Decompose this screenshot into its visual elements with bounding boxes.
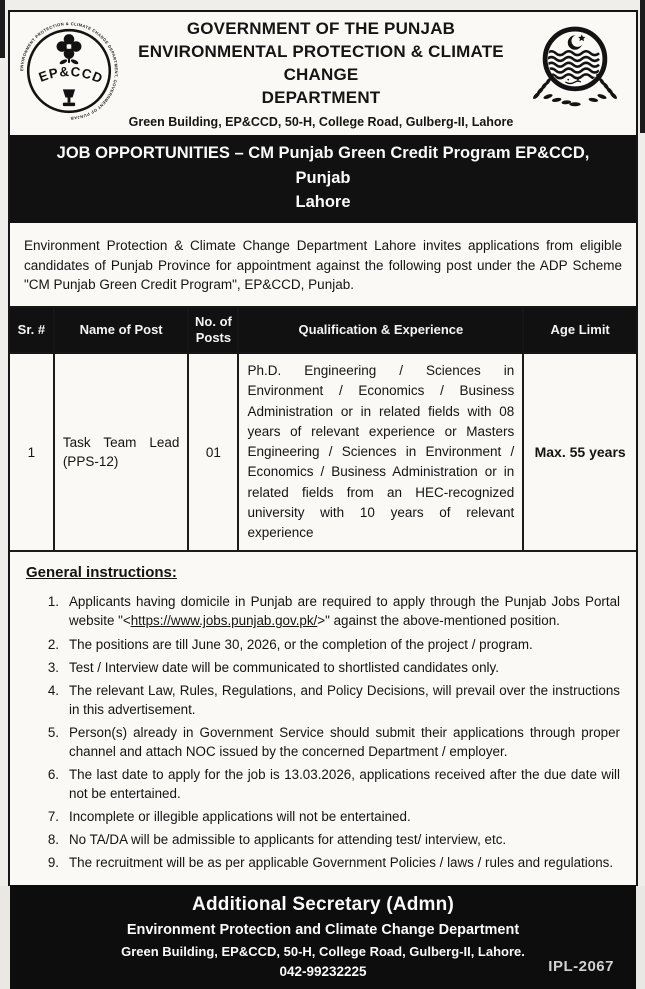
instruction-item-7: 7. Incomplete or illegible applications will not be entertained. [47, 808, 411, 824]
col-header-sr: Sr. # [10, 307, 54, 354]
instruction-item-1: 1. Applicants having domicile in Punjab are required to apply through the Punjab Jobs Portal website "<https://www.jobs.punjab.gov.pk/>" against the above-mentioned position. [47, 594, 620, 629]
job-advertisement [8, 10, 638, 979]
header-titles [124, 18, 518, 129]
cell-qualification: Ph.D. Engineering / Sciences in Environment / Economics / Business Administration or in related fields with 08 years of relevant experience or Masters Engineering / Sciences in Environment / Economics / Business Administration or in related fields from an HEC-recognized university with 10 years of relevant experience [238, 353, 523, 551]
cell-age-limit: Max. 55 years [523, 353, 636, 551]
dept-title-line2: DEPARTMENT [261, 87, 381, 107]
instruction-item-3: 3. Test / Interview date will be communicated to shortlisted candidates only. [47, 659, 499, 675]
footer [10, 885, 636, 989]
cell-sr: 1 [10, 353, 54, 551]
svg-text:ENVIRONMENT PROTECTION & CLIMA: ENVIRONMENT PROTECTION & CLIMATE CHANGE DEPARTMENT, GOVERNMENT OF PUNJAB [19, 20, 119, 121]
cell-num-posts: 01 [188, 353, 238, 551]
punjab-government-crest-icon [522, 20, 628, 127]
header-address: Green Building, EP&CCD, 50-H, College Road, Gulberg-II, Lahore [128, 114, 514, 129]
general-instructions-section [10, 552, 636, 881]
epccd-seal-icon [18, 20, 120, 127]
footer-department: Environment Protection and Climate Change Department [126, 921, 520, 938]
instruction-item-9: 9. The recruitment will be as per applicable Government Policies / laws / rules and regulations. [47, 854, 614, 870]
intro-paragraph: Environment Protection & Climate Change Department Lahore invites applications from eligible candidates of Punjab Province for appointment against the following post under the ADP Scheme "CM Punjab Green Credit Program", EP&CCD, Punjab. [24, 238, 622, 293]
posts-table [10, 306, 636, 553]
instruction-item-5: 5. Person(s) already in Government Service should submit their applications through proper channel and attach NOC issued by the concerned Department / employer. [47, 724, 620, 759]
banner-line-1: JOB OPPORTUNITIES – CM Punjab Green Credit Program EP&CCD, Punjab [56, 143, 590, 187]
instruction-item-6: 6. The last date to apply for the job is 13.03.2026, applications received after the due date will not be entertained. [47, 766, 620, 801]
table-row [10, 353, 636, 551]
dept-title-line1: ENVIRONMENTAL PROTECTION & CLIMATE CHANGE [138, 41, 504, 84]
cell-post-name: Task Team Lead (PPS-12) [54, 353, 189, 551]
scan-edge-artifact-right [640, 0, 645, 133]
col-header-post: Name of Post [54, 307, 189, 354]
scan-edge-artifact-left [0, 0, 5, 58]
col-header-num-posts: No. of Posts [188, 307, 238, 354]
instruction-item-2: 2. The positions are till June 30, 2026, or the completion of the project / program. [47, 636, 533, 652]
general-instructions-heading: General instructions: [26, 564, 177, 582]
footer-address: Green Building, EP&CCD, 50-H, College Road, Gulberg-II, Lahore. [121, 943, 525, 959]
signatory: Additional Secretary (Admn) [192, 893, 454, 915]
svg-text:EP&CCD: EP&CCD [36, 63, 106, 87]
col-header-qualification: Qualification & Experience [238, 307, 523, 354]
instructions-list [26, 592, 620, 871]
header [10, 12, 636, 131]
gov-title: GOVERNMENT OF THE PUNJAB [186, 19, 456, 38]
table-header-row [10, 307, 636, 354]
jobs-portal-url[interactable]: https://www.jobs.punjab.gov.pk/ [130, 613, 318, 629]
col-header-age-limit: Age Limit [523, 307, 636, 354]
instruction-item-8: 8. No TA/DA will be admissible to applicants for attending test/ interview, etc. [47, 831, 507, 847]
instruction-item-4: 4. The relevant Law, Rules, Regulations, and Policy Decisions, will prevail over the instructions in this advertisement. [47, 682, 620, 717]
ad-reference-number: IPL-2067 [548, 957, 614, 975]
banner-line-2: Lahore [295, 193, 351, 212]
footer-phone: 042-99232225 [279, 963, 367, 979]
job-opportunities-banner [10, 135, 636, 223]
